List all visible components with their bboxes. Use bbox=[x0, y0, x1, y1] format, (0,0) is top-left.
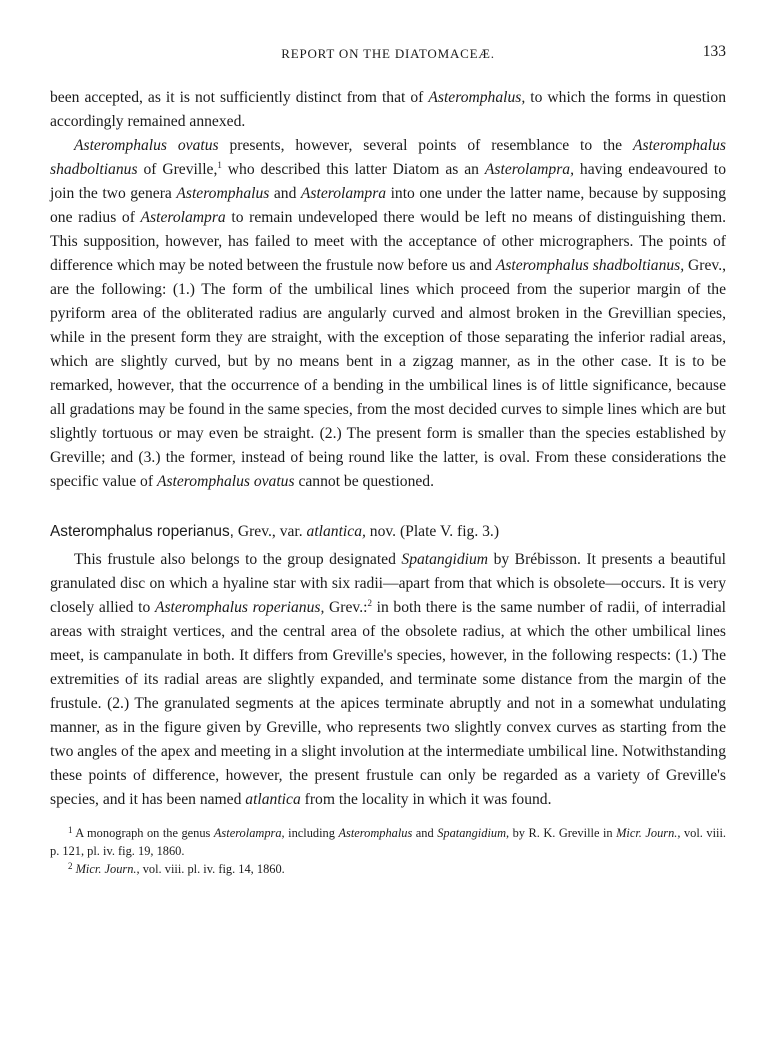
footnote-ref-2: 2 bbox=[367, 598, 372, 608]
paragraph-asteromphalus-ovatus: Asteromphalus ovatus presents, however, several points of resemblance to the Asteromphalus shadboltianus of Greville,$^1$ who described this latter Diatom as an Asterolampra, having endeavoured to join the two genera Asteromphalus and Asterolampra into one under the latter name, because by supposing one radius of Asterolampra to remain undeveloped there would be left no means of distinguishing them. This supposition, however, has failed to meet with the acceptance of other micrographers. The points of difference which may be noted between the frustule now before us and Asteromphalus shadboltianus, Grev., are the following: (1.) The form of the umbilical lines which proceed from the superior margin of the pyriform area of the obliterated radius are angularly curved and almost broken in the Grevillian species, while in the present form they are straight, with the exception of those separating the inferior radial areas, which are slightly curved, but by no means bent in a zigzag manner, as in the other case. It is to be remarked, however, that the occurrence of a bending in the umbilical lines is of little significance, because all gradations may be found in the same species, from the most decided curves to simple lines which are but slightly tortuous or may even be straight. (2.) The present form is smaller than the species established by Greville; and (3.) the former, instead of being round like the latter, is oval. From these considerations the specific value of Asteromphalus ovatus cannot be questioned. bbox=[50, 137, 727, 490]
page-number: 133 bbox=[702, 43, 726, 60]
page bbox=[50, 40, 726, 878]
footnote-ref-1: 1 bbox=[217, 160, 222, 170]
paragraph-asteromphalus-roperianus: This frustule also belongs to the group designated Spatangidium by Brébisson. It presents a beautiful granulated disc on which a hyaline star with six radii—apart from that which is obsolete—occurs. It is very closely allied to Asteromphalus roperianus, Grev.:$^2$ in both there is the same number of radii, of interradial areas with straight vertices, and the central area of the obsolete radius, at which the other umbilical lines meet, is campanulate in both. It differs from Greville's species, however, in the following respects: (1.) The extremities of its radial areas are slightly expanded, and terminate some distance from the margin of the frustule. (2.) The granulated segments at the apices terminate abruptly and not in a somewhat undulating manner, as in the figure given by Greville, who represents two slightly convex curves as starting from the two angles of the apex and meeting in a slight involution at the intermediate umbilical line. Notwithstanding these points of difference, however, the present frustule can only be regarded as a variety of Greville's species, and it has been named atlantica from the locality in which it was found. bbox=[50, 551, 727, 808]
running-head bbox=[50, 40, 726, 64]
paragraph-continued: been accepted, as it is not sufficiently distinct from that of Asteromphalus, to which the forms in question accordingly remained annexed. bbox=[50, 89, 726, 130]
footnote-2: $^2$ Micr. Journ., vol. viii. pl. iv. fig. 14, 1860. bbox=[68, 861, 285, 876]
section-heading: Asteromphalus roperianus, Grev., var. atlantica, nov. (Plate V. fig. 3.) bbox=[50, 523, 500, 540]
running-head-title: REPORT ON THE DIATOMACEÆ. bbox=[281, 46, 495, 61]
footnote-1: $^1$ A monograph on the genus Asterolampra, including Asteromphalus and Spatangidium, by R. K. Greville in Micr. Journ., vol. viii. p. 121, pl. iv. fig. 19, 1860. bbox=[50, 825, 727, 858]
footnotes bbox=[50, 824, 726, 878]
